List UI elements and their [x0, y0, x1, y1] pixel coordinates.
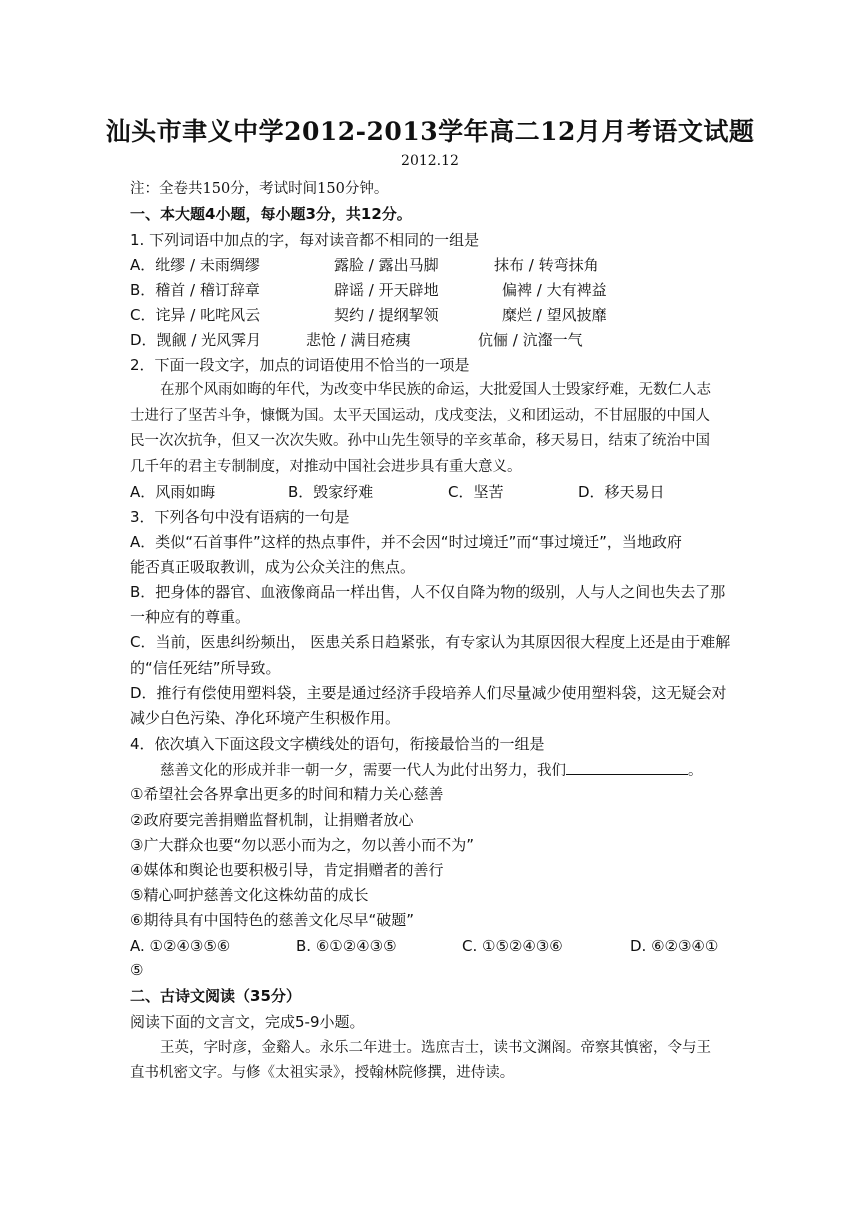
q4-option-c: C. ①⑤②④③⑥ — [462, 937, 563, 955]
q4-item: ④媒体和舆论也要积极引导，肯定捐赠者的善行 — [130, 861, 444, 879]
q3-line: 能否真正吸取教训，成为公众关注的焦点。 — [130, 558, 416, 576]
q1-d-pair1: D．觊觎 / 光风霁月 — [130, 331, 262, 349]
q4-stem: 4．依次填入下面这段文字横线处的语句，衔接最恰当的一组是 — [130, 735, 545, 753]
q4-option-a: A. ①②④③⑤⑥ — [130, 937, 231, 955]
q1-d-pair3: 伉俪 / 沆瀣一气 — [478, 331, 583, 349]
q4-item: ⑤精心呵护慈善文化这株幼苗的成长 — [130, 886, 369, 904]
q1-a-pair1: A．纰缪 / 未雨绸缪 — [130, 256, 260, 274]
q3-line: 一种应有的尊重。 — [130, 608, 251, 626]
q4-option-d: D. ⑥②③④① — [630, 937, 719, 955]
q1-c-pair1: C．诧异 / 叱咤风云 — [130, 306, 261, 324]
classical-passage-line: 王英，字时彦，金谿人。永乐二年进士。选庶吉士，读书文渊阁。帝察其慎密，令与王 — [160, 1040, 711, 1056]
q1-b-pair3: 偏裨 / 大有裨益 — [502, 281, 607, 299]
q1-stem: 1. 下列词语中加点的字，每对读音都不相同的一组是 — [130, 231, 480, 249]
q3-line: D．推行有偿使用塑料袋，主要是通过经济手段培养人们尽量减少使用塑料袋，这无疑会对 — [130, 684, 727, 702]
q4-item: ③广大群众也要“勿以恶小而为之，勿以善小而不为” — [130, 836, 474, 854]
q1-b-pair2: 辟谣 / 开天辟地 — [334, 281, 439, 299]
q4-option-d-wrap: ⑤ — [130, 961, 144, 979]
q1-d-pair2: 悲怆 / 满目疮痍 — [306, 331, 411, 349]
q2-passage-line: 在那个风雨如晦的年代，为改变中华民族的命运，大批爱国人士毁家纾难，无数仁人志 — [160, 382, 711, 398]
q2-option-b: B．毁家纾难 — [288, 483, 374, 501]
q4-item: ⑥期待具有中国特色的慈善文化尽早“破题” — [130, 911, 414, 929]
q1-option-b — [130, 281, 730, 299]
section2-intro: 阅读下面的文言文，完成5-9小题。 — [130, 1013, 365, 1031]
page-title: 汕头市聿义中学2012-2013学年高二12月月考语文试题 — [105, 117, 755, 146]
exam-note: 注：全卷共150分，考试时间150分钟。 — [130, 181, 389, 197]
q1-option-c — [130, 306, 730, 324]
q3-line: 的“信任死结”所导致。 — [130, 659, 281, 677]
answer-blank — [566, 760, 688, 775]
q4-options — [130, 937, 730, 955]
exam-date: 2012.12 — [401, 153, 459, 169]
q1-b-pair1: B．稽首 / 稽订辞章 — [130, 281, 260, 299]
q3-stem: 3．下列各句中没有语病的一句是 — [130, 508, 350, 526]
q1-a-pair3: 抹布 / 转弯抹角 — [494, 256, 599, 274]
q2-passage-line: 士进行了坚苦斗争，慷慨为国。太平天国运动，戊戌变法，义和团运动，不甘屈服的中国人 — [130, 408, 710, 424]
q4-item: ①希望社会各界拿出更多的时间和精力关心慈善 — [130, 785, 444, 803]
q1-c-pair3: 糜烂 / 望风披靡 — [502, 306, 607, 324]
q1-c-pair2: 契约 / 提纲挈领 — [334, 306, 439, 324]
q3-line: A．类似“石首事件”这样的热点事件，并不会因“时过境迁”而“事过境迁”，当地政府 — [130, 533, 682, 551]
q1-option-a — [130, 256, 730, 274]
q3-line: B．把身体的器官、血液像商品一样出售，人不仅自降为物的级别，人与人之间也失去了那 — [130, 583, 726, 601]
q2-option-c: C．坚苦 — [448, 483, 504, 501]
q3-line: C．当前，医患纠纷频出， 医患关系日趋紧张，有专家认为其原因很大程度上还是由于难解 — [130, 633, 731, 651]
classical-passage-line: 直书机密文字。与修《太祖实录》，授翰林院修撰，进侍读。 — [130, 1065, 515, 1081]
q1-a-pair2: 露脸 / 露出马脚 — [334, 256, 439, 274]
q3-line: 减少白色污染、净化环境产生积极作用。 — [130, 709, 401, 727]
q2-passage-line: 几千年的君主专制制度，对推动中国社会进步具有重大意义。 — [130, 459, 522, 475]
q2-option-d: D．移天易日 — [578, 483, 665, 501]
q2-options — [130, 483, 730, 501]
q2-passage-line: 民一次次抗争，但又一次次失败。孙中山先生领导的辛亥革命，移天易日，结束了统治中国 — [130, 433, 710, 449]
q4-item: ②政府要完善捐赠监督机制，让捐赠者放心 — [130, 811, 414, 829]
q4-passage-end: 。 — [688, 763, 703, 779]
section1-heading: 一、本大题4小题，每小题3分，共12分。 — [130, 205, 412, 223]
q2-option-a: A．风雨如晦 — [130, 483, 216, 501]
q4-option-b: B. ⑥①②④③⑤ — [296, 937, 397, 955]
q1-option-d — [130, 331, 730, 349]
section2-heading: 二、古诗文阅读（35分） — [130, 987, 301, 1005]
q4-passage-text: 慈善文化的形成并非一朝一夕，需要一代人为此付出努力，我们 — [160, 763, 566, 779]
q2-stem: 2．下面一段文字，加点的词语使用不恰当的一项是 — [130, 356, 470, 374]
q4-passage — [130, 760, 730, 780]
